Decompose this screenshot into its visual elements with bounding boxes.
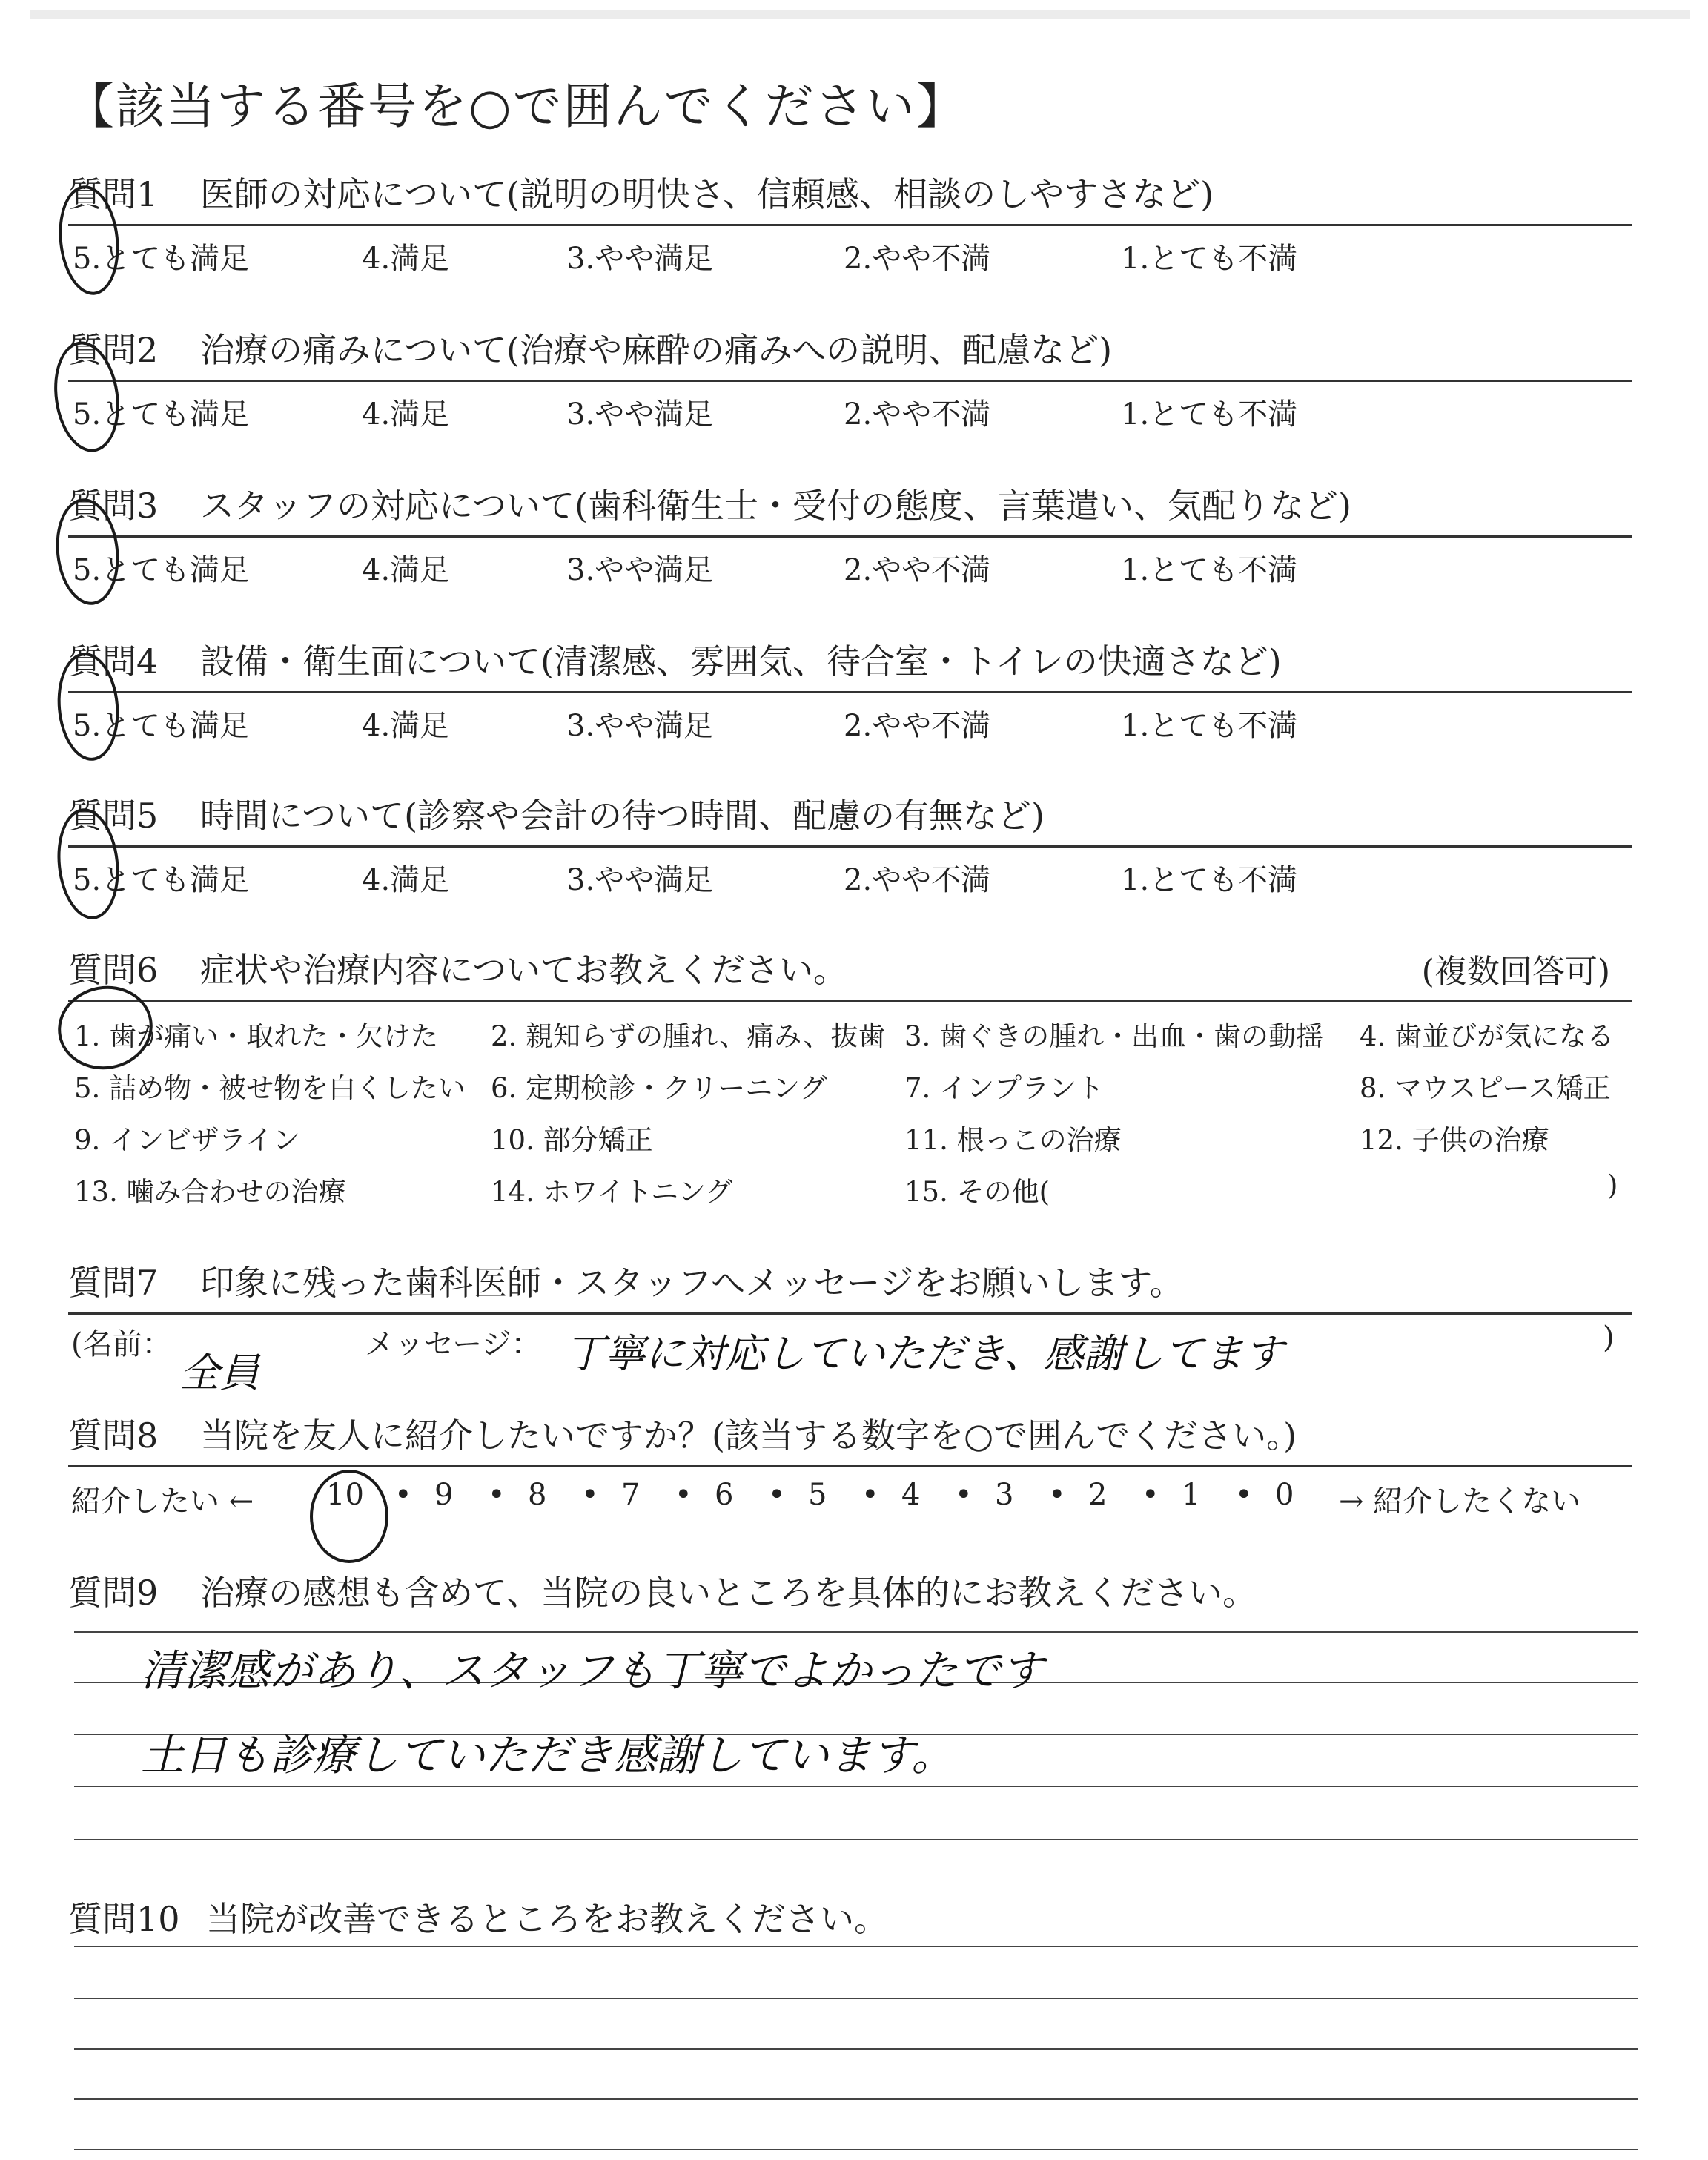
question-10 (68, 1897, 1632, 1949)
question-text: スタッフの対応について(歯科衛生士・受付の態度、言葉遣い、気配りなど) (200, 486, 1351, 526)
question-4 (68, 639, 1632, 741)
scale-right-label: → 紹介したくない (1339, 1484, 1581, 1519)
scale-dot: • (488, 1478, 506, 1512)
scale-dot: • (768, 1478, 786, 1512)
question-text: 設備・衛生面について(清潔感、雰囲気、待合室・トイレの快適さなど) (200, 641, 1282, 681)
option-2[interactable]: 2.やや不満 (844, 397, 991, 432)
question-number: 質問9 (68, 1573, 159, 1613)
scale-dot: • (581, 1478, 599, 1512)
question-3 (68, 483, 1632, 585)
question-header (68, 639, 1632, 693)
question-header (68, 1897, 1632, 1949)
handwritten-answer-line-2[interactable]: 土日も診療していただき感謝しています。 (141, 1730, 955, 1780)
option-4[interactable]: 4.満足 (362, 242, 450, 276)
answer-line (74, 2048, 1638, 2050)
other-close-paren: ) (1607, 1169, 1618, 1201)
option-2[interactable]: 2.やや不満 (844, 242, 991, 276)
scale-10[interactable]: 10 (326, 1478, 364, 1512)
question-5 (68, 793, 1632, 895)
scale-dot: • (1142, 1478, 1159, 1512)
scale-0[interactable]: 0 (1275, 1478, 1294, 1512)
question-number: 質問5 (68, 796, 159, 836)
rating-options (68, 382, 1632, 432)
question-1 (68, 172, 1632, 274)
option-4[interactable]: 4.満足 (362, 863, 450, 897)
answer-line (74, 1946, 1638, 1947)
symptom-option[interactable]: 15. その他( (904, 1176, 1050, 1208)
question-number: 質問10 (68, 1899, 180, 1939)
option-4[interactable]: 4.満足 (362, 553, 450, 587)
name-label: (名前： (71, 1327, 172, 1361)
scale-dot: • (861, 1478, 879, 1512)
question-header (68, 948, 1632, 1002)
selection-circle-q8 (310, 1470, 388, 1563)
symptom-option[interactable]: 4. 歯並びが気になる (1360, 1020, 1615, 1052)
scale-1[interactable]: 1 (1182, 1478, 1201, 1512)
question-header (68, 328, 1632, 382)
rating-options (68, 226, 1632, 274)
answer-line (74, 1998, 1638, 1999)
answer-line (74, 1839, 1638, 1840)
symptom-option[interactable]: 10. 部分矯正 (491, 1124, 653, 1156)
question-number: 質問7 (68, 1263, 159, 1303)
question-header (68, 793, 1632, 848)
answer-line (74, 1786, 1638, 1787)
symptom-option[interactable]: 6. 定期検診・クリーニング (491, 1072, 827, 1104)
symptom-option[interactable]: 7. インプラント (904, 1072, 1105, 1104)
symptom-option[interactable]: 2. 親知らずの腫れ、痛み、抜歯 (491, 1020, 886, 1052)
option-3[interactable]: 3.やや満足 (566, 709, 714, 743)
question-header (68, 1261, 1632, 1315)
sheet-title: 【該当する番号を○で囲んでください】 (65, 78, 967, 135)
question-number: 質問8 (68, 1416, 159, 1456)
message-close-paren: ) (1603, 1321, 1615, 1355)
symptom-option[interactable]: 9. インビザライン (74, 1124, 300, 1156)
referral-scale (68, 1467, 1632, 1527)
scale-4[interactable]: 4 (901, 1478, 921, 1512)
option-5[interactable]: 5.とても満足 (73, 553, 250, 587)
option-1[interactable]: 1.とても不満 (1121, 863, 1298, 897)
question-header (68, 1413, 1632, 1467)
option-2[interactable]: 2.やや不満 (844, 709, 991, 743)
scale-dot: • (675, 1478, 692, 1512)
option-5[interactable]: 5.とても満足 (73, 863, 250, 897)
symptom-option[interactable]: 11. 根っこの治療 (904, 1124, 1122, 1156)
option-1[interactable]: 1.とても不満 (1121, 709, 1298, 743)
message-row (68, 1315, 1632, 1396)
question-text: 印象に残った歯科医師・スタッフへメッセージをお願いします。 (200, 1263, 1184, 1303)
scale-dot: • (1048, 1478, 1066, 1512)
rating-options (68, 848, 1632, 895)
handwritten-name[interactable]: 全員 (179, 1350, 259, 1396)
handwritten-message[interactable]: 丁寧に対応していただき、感謝してます (565, 1330, 1284, 1377)
question-text: 治療の痛みについて(治療や麻酔の痛みへの説明、配慮など) (200, 330, 1113, 370)
question-number: 質問3 (68, 486, 159, 526)
answer-line (74, 1631, 1638, 1633)
option-1[interactable]: 1.とても不満 (1121, 242, 1298, 276)
question-number: 質問2 (68, 330, 159, 370)
option-5[interactable]: 5.とても満足 (73, 397, 250, 432)
handwritten-answer-line-1[interactable]: 清潔感があり、スタッフも丁寧でよかったです (141, 1645, 1045, 1696)
question-6 (68, 948, 1632, 1217)
question-7 (68, 1261, 1632, 1396)
scale-2[interactable]: 2 (1088, 1478, 1108, 1512)
scale-6[interactable]: 6 (715, 1478, 734, 1512)
option-2[interactable]: 2.やや不満 (844, 553, 991, 587)
question-header (68, 483, 1632, 538)
scan-top-edge (30, 10, 1690, 19)
option-1[interactable]: 1.とても不満 (1121, 553, 1298, 587)
question-text: 当院を友人に紹介したいですか？(該当する数字を○で囲んでください。) (200, 1416, 1297, 1456)
question-8 (68, 1413, 1632, 1527)
symptom-options (68, 1002, 1632, 1217)
rating-options (68, 538, 1632, 585)
option-3[interactable]: 3.やや満足 (566, 553, 714, 587)
question-text: 医師の対応について(説明の明快さ、信頼感、相談のしやすさなど) (200, 174, 1214, 214)
symptom-option[interactable]: 5. 詰め物・被せ物を白くしたい (74, 1072, 466, 1104)
option-3[interactable]: 3.やや満足 (566, 242, 714, 276)
scale-7[interactable]: 7 (621, 1478, 640, 1512)
question-2 (68, 328, 1632, 432)
question-number: 質問6 (68, 950, 159, 990)
answer-line (74, 2098, 1638, 2100)
symptom-option[interactable]: 1. 歯が痛い・取れた・欠けた (74, 1020, 439, 1052)
option-5[interactable]: 5.とても満足 (73, 242, 250, 276)
rating-options (68, 693, 1632, 741)
question-header (68, 172, 1632, 226)
scale-dot: • (394, 1478, 412, 1512)
scale-8[interactable]: 8 (528, 1478, 547, 1512)
option-4[interactable]: 4.満足 (362, 397, 450, 432)
symptom-option[interactable]: 8. マウスピース矯正 (1360, 1072, 1611, 1104)
scale-dot: • (955, 1478, 973, 1512)
symptom-option[interactable]: 13. 噛み合わせの治療 (74, 1176, 346, 1208)
question-9 (68, 1571, 1632, 1622)
option-1[interactable]: 1.とても不満 (1121, 397, 1298, 432)
message-label: メッセージ： (365, 1327, 541, 1361)
question-text: 症状や治療内容についてお教えください。 (200, 950, 848, 990)
symptom-option[interactable]: 3. 歯ぐきの腫れ・出血・歯の動揺 (904, 1020, 1324, 1052)
option-3[interactable]: 3.やや満足 (566, 863, 714, 897)
scale-dot: • (1235, 1478, 1253, 1512)
multiple-answers-note: (複数回答可) (1421, 953, 1610, 991)
symptom-option[interactable]: 12. 子供の治療 (1360, 1124, 1549, 1156)
option-5[interactable]: 5.とても満足 (73, 709, 250, 743)
scale-9[interactable]: 9 (434, 1478, 454, 1512)
option-2[interactable]: 2.やや不満 (844, 863, 991, 897)
question-text: 時間について(診察や会計の待つ時間、配慮の有無など) (200, 796, 1045, 836)
question-text: 当院が改善できるところをお教えください。 (206, 1899, 888, 1939)
question-header (68, 1571, 1632, 1622)
scale-left-label: 紹介したい ← (71, 1484, 254, 1519)
question-number: 質問1 (68, 174, 159, 214)
option-4[interactable]: 4.満足 (362, 709, 450, 743)
question-number: 質問4 (68, 641, 159, 681)
answer-line (74, 2149, 1638, 2150)
option-3[interactable]: 3.やや満足 (566, 397, 714, 432)
question-text: 治療の感想も含めて、当院の良いところを具体的にお教えください。 (200, 1573, 1257, 1613)
symptom-option[interactable]: 14. ホワイトニング (491, 1176, 733, 1208)
scale-3[interactable]: 3 (995, 1478, 1014, 1512)
scale-5[interactable]: 5 (808, 1478, 827, 1512)
